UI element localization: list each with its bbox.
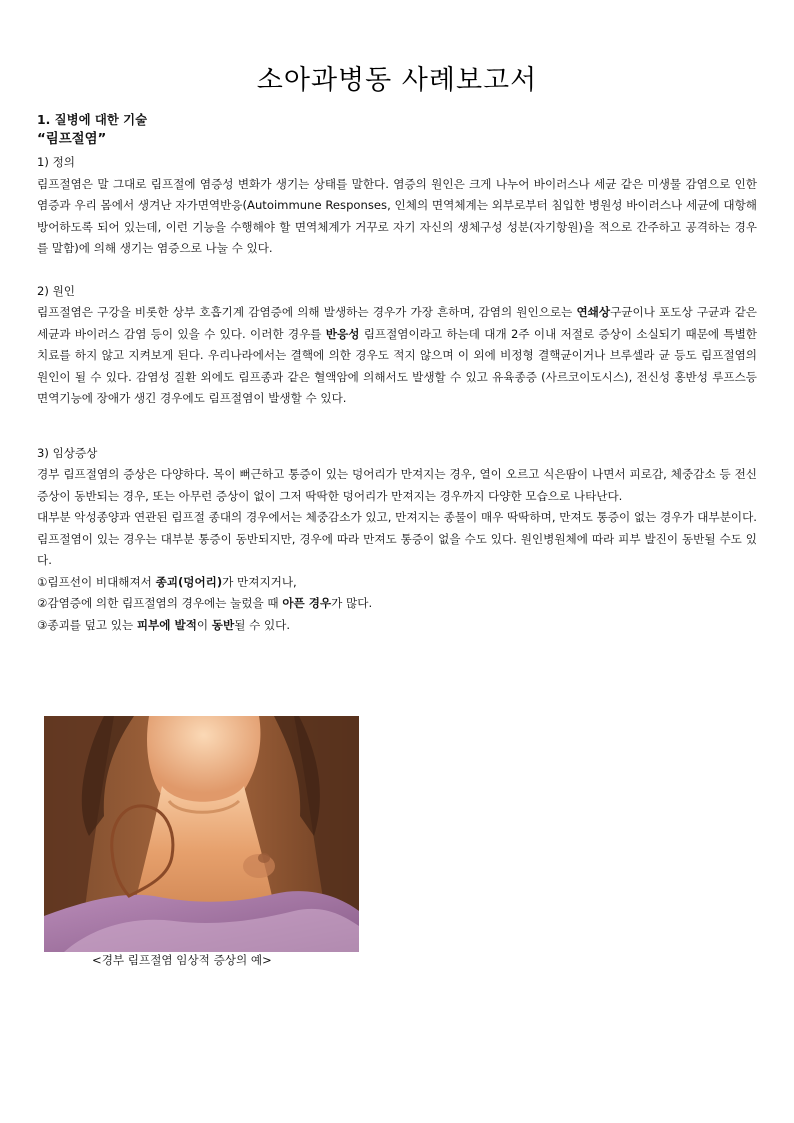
cause-text [37,302,757,410]
symptom-text: ②감염증에 의한 림프절염의 경우에는 눌렀을 때 [37,596,283,610]
cause-text-part: 구균이나 포도상 구균과 같은 세균과 바이러스 감염 등이 있을 수 있다. 이러한 경우를 [37,305,757,341]
cause-emphasis: 연쇄상 [576,305,611,319]
figure-caption: <경부 림프절염 임상적 증상의 예> [92,953,272,967]
symptom-text: ③종괴를 덮고 있는 [37,617,137,632]
symptom-emphasis: 동반 [211,617,235,632]
section-heading: 1. 질병에 대한 기술 [37,112,148,127]
symptom-emphasis: 종괴(덩어리) [155,574,223,589]
symptom-text: 될 수 있다. [234,617,291,632]
symptom-emphasis: 피부에 발적 [136,617,197,632]
neck-lymphadenitis-photo [44,716,359,952]
page-title: 소아과병동 사례보고서 [256,65,538,96]
symptoms-paragraph-1: 경부 림프절염의 증상은 다양하다. 목이 뻐근하고 통증이 있는 덩어리가 만져지는 경우, 열이 오르고 식은땀이 나면서 피로감, 체중감소 등 전신증상이 동반되는 경우, 또는 아무런 증상이 없이 그저 딱딱한 덩어리가 만져지는 경우까지 다양한 모습으로 나타난다. [37,467,757,503]
symptom-item-1 [37,572,757,594]
neck-photo-illustration [44,716,359,952]
report-body [37,110,757,636]
symptoms-paragraph-2: 대부분 악성종양과 연관된 림프절 종대의 경우에서는 체중감소가 있고, 만져지는 종물이 매우 딱딱하며, 만져도 통증이 없는 경우가 대부분이다. 림프절염이 있는 경우는 대부분 통증이 동반되지만, 경우에 따라 만져도 통증이 없을 수도 있다. 원인병원체에 따라 피부 발진이 동반될 수도 있다. [37,510,757,567]
cause-emphasis: 반응성 [325,326,360,341]
cause-text-part: 림프절염은 구강을 비롯한 상부 호흡기계 감염증에 의해 발생하는 경우가 가장 흔하며, 감염의 원인으로는 [37,305,577,319]
definition-label: 1) 정의 [37,155,75,169]
symptom-text: 가 만져지거나, [222,574,297,589]
cause-text-part: 림프절염이라고 하는데 대개 2주 이내 저절로 증상이 소실되기 때문에 특별한 치료를 하지 않고 지켜보게 된다. 우리나라에서는 결핵에 의한 경우도 적지 않으며 이 외에 비정형 결핵균이거나 브루셀라 균 등도 림프절염의 원인이 될 수 있다. 감염성 질환 외에도 림프종과 같은 혈액암에 의해서도 발생할 수 있고 유육종증 (사르코이도시스), 전신성 홍반성 루프스등 면역기능에 장애가 생긴 경우에도 림프절염이 발생할 수 있다. [37,326,757,405]
topic-title: “림프절염” [37,132,107,147]
symptom-text: 가 많다. [331,596,373,610]
symptom-text: 이 [196,617,212,632]
symptom-emphasis: 아픈 경우 [282,596,332,610]
symptom-item-2 [37,593,757,615]
symptom-item-3 [37,615,757,637]
definition-text: 림프절염은 말 그대로 림프절에 염증성 변화가 생기는 상태를 말한다. 염증의 원인은 크게 나누어 바이러스나 세균 같은 미생물 감염으로 인한 염증과 우리 몸에서 생겨난 자가면역반응(Autoimmune Responses, 인체의 면역체계는 외부로부터 침입한 병원성 바이러스나 세균에 대항해 방어하도록 되어 있는데, 이런 기능을 수행해야 할 면역체계가 거꾸로 자기 자신의 생체구성 성분(자기항원)을 적으로 간주하고 공격하는 경우를 말함)에 의해 생기는 염증으로 나눌 수 있다. [37,176,757,255]
cause-label: 2) 원인 [37,283,75,298]
symptoms-label: 3) 임상증상 [37,445,98,460]
symptom-text: ①림프선이 비대해져서 [37,574,156,589]
